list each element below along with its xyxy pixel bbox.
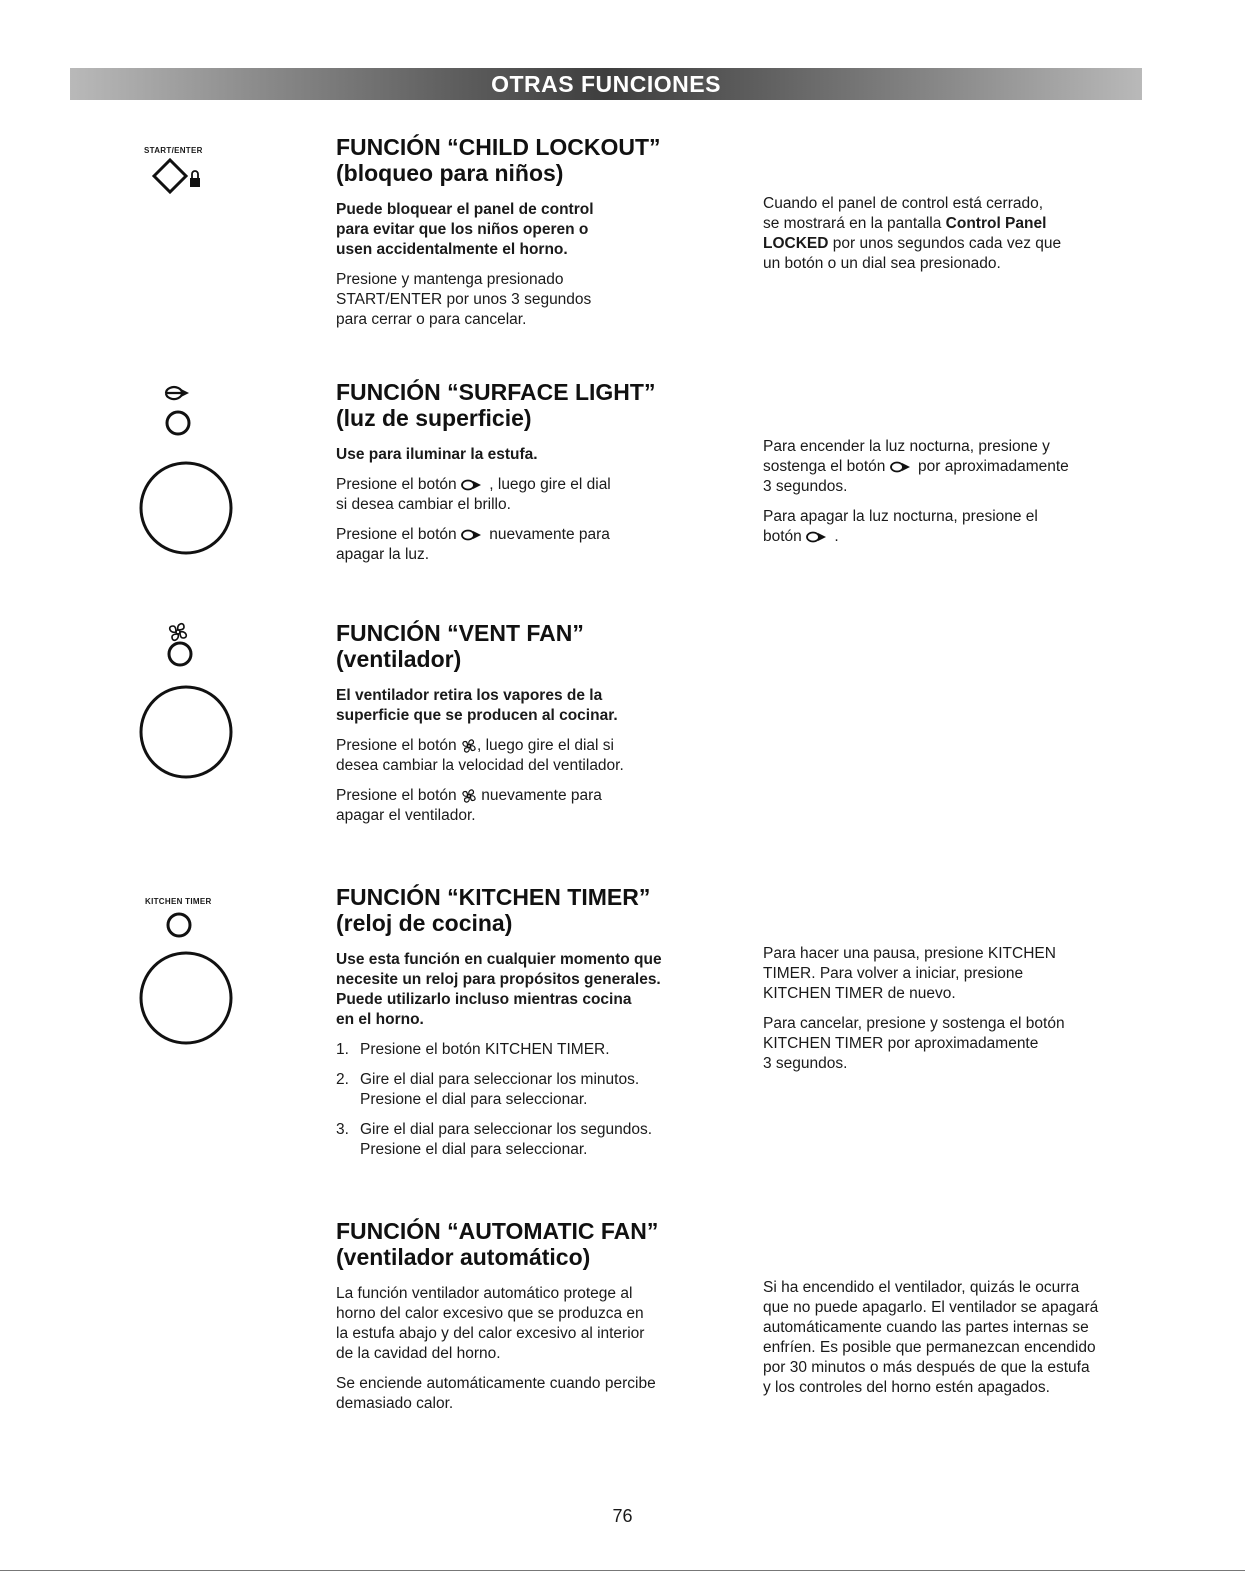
child-lockout-note: Cuando el panel de control está cerrado, se mostrará en la pantalla Control Panel LOCKED por unos segundos cada vez que un botón o un dial sea presionado. <box>763 195 1062 272</box>
kitchen-timer-steps <box>336 1040 746 1160</box>
vent-fan-subtitle: (ventilador) <box>336 646 462 672</box>
bottom-divider <box>0 1570 1245 1571</box>
night-light-on: Para encender la luz nocturna, presione y sostenga el botón por aproximadamente 3 segundos. <box>763 438 1069 495</box>
kitchen-timer-dial-icon <box>136 948 236 1048</box>
fan-icon <box>461 788 477 804</box>
light-icon <box>461 479 485 491</box>
surface-light-intro: Use para iluminar la estufa. <box>336 446 538 463</box>
automatic-fan-description: La función ventilador automático protege al horno del calor excesivo que se produzca en la estufa abajo y del calor excesivo al interior de la cavidad del horno. <box>336 1285 645 1362</box>
child-lockout-left <box>336 134 736 340</box>
child-lockout-right <box>763 194 1163 284</box>
vent-fan-step-2: Presione el botón nuevamente para apagar el ventilador. <box>336 787 602 824</box>
automatic-fan-note: Si ha encendido el ventilador, quizás le ocurra que no puede apagarlo. El ventilador se apagará automáticamente cuando las partes internas se enfríen. Es posible que permanezcan encendido por 30 minutos o más después de que la estufa y los controles del horno estén apagados. <box>763 1279 1099 1396</box>
automatic-fan-subtitle: (ventilador automático) <box>336 1244 591 1270</box>
vent-fan-dial-icon <box>136 682 236 782</box>
child-lockout-subtitle: (bloqueo para niños) <box>336 160 564 186</box>
child-lockout-intro: Puede bloquear el panel de control para evitar que los niños operen o usen accidentalmente el horno. <box>336 201 594 258</box>
surface-light-left <box>336 379 736 575</box>
automatic-fan-right <box>763 1278 1173 1408</box>
page-number: 76 <box>612 1506 633 1526</box>
vent-fan-left <box>336 620 736 836</box>
night-light-off: Para apagar la luz nocturna, presione el botón . <box>763 508 1038 545</box>
light-icon <box>890 461 914 473</box>
vent-fan-button-icon <box>166 620 200 668</box>
surface-light-title: FUNCIÓN “SURFACE LIGHT” <box>336 379 656 405</box>
light-icon <box>461 529 485 541</box>
surface-light-right <box>763 437 1163 557</box>
vent-fan-title: FUNCIÓN “VENT FAN” <box>336 620 584 646</box>
vent-fan-intro: El ventilador retira los vapores de la superficie que se producen al cocinar. <box>336 687 618 724</box>
start-enter-label: START/ENTER <box>144 146 203 155</box>
kitchen-timer-title: FUNCIÓN “KITCHEN TIMER” <box>336 884 651 910</box>
kitchen-timer-subtitle: (reloj de cocina) <box>336 910 513 936</box>
automatic-fan-activation: Se enciende automáticamente cuando percibe demasiado calor. <box>336 1375 656 1412</box>
banner-title: OTRAS FUNCIONES <box>491 70 721 97</box>
kitchen-timer-label: KITCHEN TIMER <box>145 897 212 906</box>
section-banner <box>70 68 1142 100</box>
list-item: 1. Presione el botón KITCHEN TIMER. <box>336 1041 610 1058</box>
kitchen-timer-button-icon <box>164 910 194 940</box>
surface-light-step-2: Presione el botón nuevamente para apagar la luz. <box>336 526 610 563</box>
automatic-fan-left <box>336 1218 746 1424</box>
surface-light-button-icon <box>164 382 198 438</box>
start-enter-lock-icon <box>150 156 210 198</box>
surface-light-step-1: Presione el botón , luego gire el dial si desea cambiar el brillo. <box>336 476 611 513</box>
vent-fan-step-1: Presione el botón , luego gire el dial si desea cambiar la velocidad del ventilador. <box>336 737 624 774</box>
fan-icon <box>461 738 477 754</box>
kitchen-timer-right <box>763 944 1163 1084</box>
kitchen-timer-cancel: Para cancelar, presione y sostenga el botón KITCHEN TIMER por aproximadamente 3 segundos. <box>763 1015 1065 1072</box>
kitchen-timer-intro: Use esta función en cualquier momento que necesite un reloj para propósitos generales. Puede utilizarlo incluso mientras cocina en el horno. <box>336 951 662 1028</box>
list-item: 2. Gire el dial para seleccionar los minutos. Presione el dial para seleccionar. <box>336 1071 640 1108</box>
child-lockout-title: FUNCIÓN “CHILD LOCKOUT” <box>336 134 661 160</box>
light-icon <box>806 531 830 543</box>
surface-light-dial-icon <box>136 458 236 558</box>
automatic-fan-title: FUNCIÓN “AUTOMATIC FAN” <box>336 1218 659 1244</box>
kitchen-timer-pause: Para hacer una pausa, presione KITCHEN TIMER. Para volver a iniciar, presione KITCHEN TIMER de nuevo. <box>763 945 1056 1002</box>
list-item: 3. Gire el dial para seleccionar los segundos. Presione el dial para seleccionar. <box>336 1121 653 1158</box>
child-lockout-instructions: Presione y mantenga presionado START/ENTER por unos 3 segundos para cerrar o para cancelar. <box>336 271 592 328</box>
surface-light-subtitle: (luz de superficie) <box>336 405 532 431</box>
kitchen-timer-left <box>336 884 746 1170</box>
